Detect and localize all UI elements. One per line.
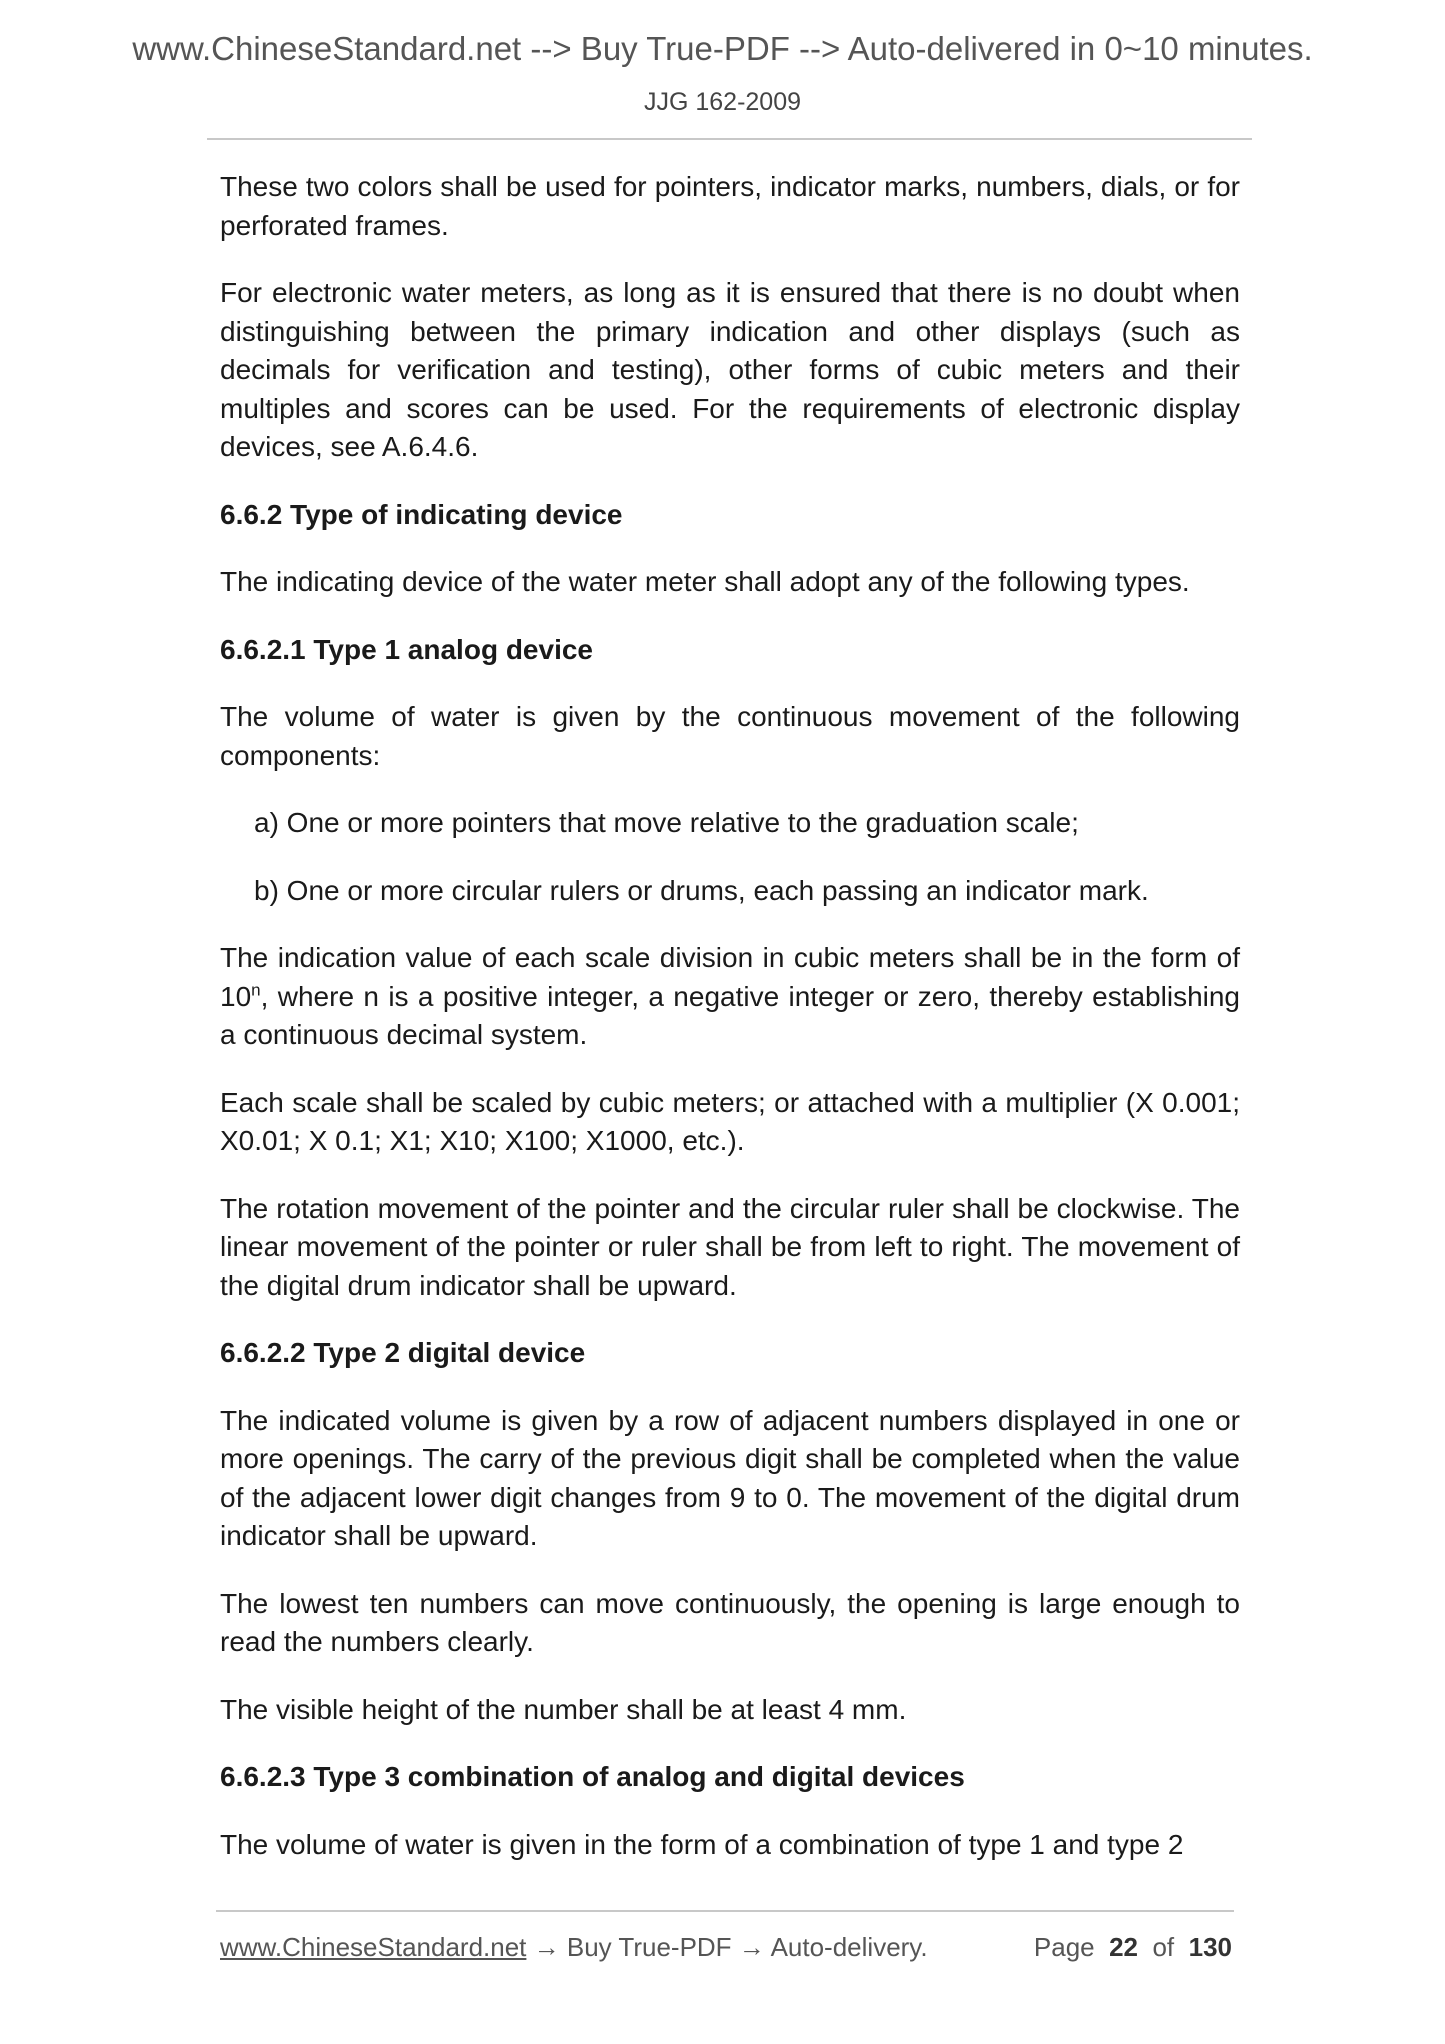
heading-6-6-2-3: 6.6.2.3 Type 3 combination of analog and digital devices xyxy=(220,1761,965,1792)
paragraph-visible-height: The visible height of the number shall be at least 4 mm. xyxy=(220,1693,907,1725)
list-item-b: b) One or more circular rulers or drums, each passing an indicator mark. xyxy=(254,874,1149,906)
list-item-a: a) One or more pointers that move relative to the graduation scale; xyxy=(254,807,1079,838)
page-content xyxy=(220,168,1240,1893)
paragraph-rotation: The rotation movement of the pointer and the circular ruler shall be clockwise. The linear movement of the pointer or ruler shall be from left to right. The movement of the digital drum indicator shall be upward. xyxy=(220,1192,1240,1301)
scale-division-text-start: The indication value of each scale division in cubic meters shall be in the form of 10 xyxy=(220,942,1240,1012)
page-label: Page xyxy=(1033,1932,1095,1962)
of-label: of xyxy=(1152,1932,1175,1962)
page-number: 22 xyxy=(1109,1932,1139,1962)
paragraph-multiplier: Each scale shall be scaled by cubic meters; or attached with a multiplier (X 0.001; X0.01; X 0.1; X1; X10; X100; X1000, etc.). xyxy=(220,1086,1240,1156)
footer-left xyxy=(220,1932,928,1963)
paragraph-indicating-types: The indicating device of the water meter shall adopt any of the following types. xyxy=(220,566,1190,597)
exponent-n: n xyxy=(251,980,261,1000)
top-banner[interactable]: www.ChineseStandard.net --> Buy True-PDF --> Auto-delivered in 0~10 minutes. xyxy=(132,30,1313,67)
paragraph-colors: These two colors shall be used for pointers, indicator marks, numbers, dials, or for perforated frames. xyxy=(220,171,1240,241)
scale-division-text-end: , where n is a positive integer, a negative integer or zero, thereby establishing a continuous decimal system. xyxy=(220,980,1240,1050)
paragraph-digital-indication: The indicated volume is given by a row of adjacent numbers displayed in one or more openings. The carry of the previous digit shall be completed when the value of the adjacent lower digit changes from 9 to 0. The movement of the digital drum indicator shall be upward. xyxy=(220,1404,1240,1551)
footer-site-link[interactable]: www.ChineseStandard.net xyxy=(220,1932,527,1962)
heading-6-6-2-2: 6.6.2.2 Type 2 digital device xyxy=(220,1337,586,1368)
page-indicator xyxy=(1034,1932,1232,1963)
paragraph-lowest-numbers: The lowest ten numbers can move continuously, the opening is large enough to read the numbers clearly. xyxy=(220,1587,1240,1657)
header-divider xyxy=(207,138,1252,140)
document-code: JJG 162-2009 xyxy=(643,88,802,116)
footer-delivery-text: → Buy True-PDF → Auto-delivery. xyxy=(526,1932,928,1962)
total-pages: 130 xyxy=(1188,1932,1232,1962)
paragraph-electronic-meters: For electronic water meters, as long as it is ensured that there is no doubt when distinguishing between the primary indication and other displays (such as decimals for verification and testing), other forms of cubic meters and their multiples and scores can be used. For the requirements of electronic display devices, see A.6.4.6. xyxy=(220,277,1240,462)
paragraph-continuous-movement: The volume of water is given by the continuous movement of the following components: xyxy=(220,701,1240,771)
heading-6-6-2: 6.6.2 Type of indicating device xyxy=(220,498,623,530)
heading-6-6-2-1: 6.6.2.1 Type 1 analog device xyxy=(220,633,593,665)
paragraph-scale-division xyxy=(220,939,1240,1055)
footer-divider xyxy=(216,1910,1234,1912)
paragraph-combination: The volume of water is given in the form of a combination of type 1 and type 2 xyxy=(220,1828,1184,1860)
